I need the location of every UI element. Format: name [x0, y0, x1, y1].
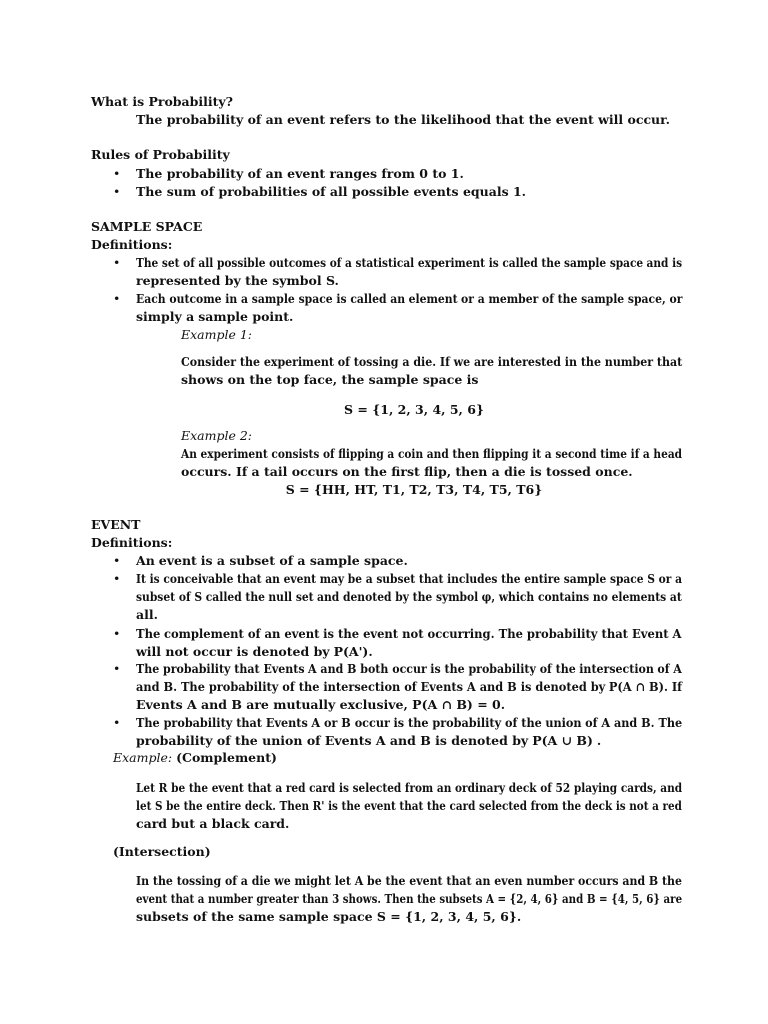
event-def-4-line-1: The probability that Events A and B both occur is the probability of the intersection of A: [136, 661, 682, 676]
bullet-icon: •: [113, 626, 121, 641]
definitions-label: Definitions:: [91, 237, 173, 252]
intersection-line-2: event that a number greater than 3 shows. Then the subsets A = {2, 4, 6} and B = {4, 5, 6} are: [136, 891, 683, 906]
heading-event: EVENT: [91, 517, 141, 532]
event-def-3-line-1: The complement of an event is the event not occurring. The probability that Event A: [136, 626, 682, 641]
event-def-4-line-2: and B. The probability of the intersection of Events A and B is denoted by P(A ∩ B). If: [136, 679, 683, 694]
event-def-1: An event is a subset of a sample space.: [136, 553, 408, 568]
event-def-4-line-3: Events A and B are mutually exclusive, P(A ∩ B) = 0.: [136, 697, 506, 712]
intersection-line-3: subsets of the same sample space S = {1, 2, 3, 4, 5, 6}.: [136, 909, 522, 924]
event-def-2-line-2: subset of S called the null set and denoted by the symbol φ, which contains no elements at: [136, 589, 682, 604]
rule-item-2: The sum of probabilities of all possible events equals 1.: [136, 184, 527, 199]
event-def-2-line-1: It is conceivable that an event may be a subset that includes the entire sample space S or a: [136, 571, 682, 586]
example-1-formula: S = {1, 2, 3, 4, 5, 6}: [344, 402, 484, 417]
event-definitions-label: Definitions:: [91, 535, 173, 550]
example-2-formula: S = {HH, HT, T1, T2, T3, T4, T5, T6}: [285, 482, 543, 497]
example-1-label: Example 1:: [181, 327, 253, 342]
intersection-line-1: In the tossing of a die we might let A be the event that an even number occurs and B the: [136, 873, 682, 888]
complement-line-2: let S be the entire deck. Then R' is the event that the card selected from the deck is not a red: [136, 798, 682, 813]
bullet-icon: •: [113, 184, 121, 199]
event-def-5-line-1: The probability that Events A or B occur is the probability of the union of A and B. The: [136, 715, 683, 730]
example-2-label: Example 2:: [181, 428, 253, 443]
event-def-3-line-2: will not occur is denoted by P(A').: [136, 644, 373, 659]
sample-space-def-2-line-1: Each outcome in a sample space is called an element or a member of the sample space, or: [136, 291, 683, 306]
rule-item-1: The probability of an event ranges from 0 to 1.: [136, 166, 464, 181]
sample-space-def-1-line-1: The set of all possible outcomes of a statistical experiment is called the sample space and is: [136, 255, 683, 270]
example-2-line-2: occurs. If a tail occurs on the first flip, then a die is tossed once.: [181, 464, 633, 479]
example-2-line-1: An experiment consists of flipping a coin and then flipping it a second time if a head: [181, 446, 683, 461]
sample-space-def-2-line-2: simply a sample point.: [136, 309, 294, 324]
complement-line-1: Let R be the event that a red card is selected from an ordinary deck of 52 playing cards, and: [136, 780, 683, 795]
complement-line-3: card but a black card.: [136, 816, 290, 831]
intersection-label: (Intersection): [113, 844, 211, 859]
event-def-2-line-3: all.: [136, 607, 158, 622]
bullet-icon: •: [113, 255, 121, 270]
event-def-5-line-2: probability of the union of Events A and B is denoted by P(A ∪ B) .: [136, 733, 602, 748]
bullet-icon: •: [113, 571, 121, 586]
example-complement-label: Example: (Complement): [113, 750, 277, 765]
bullet-icon: •: [113, 553, 121, 568]
heading-rules-of-probability: Rules of Probability: [91, 147, 230, 162]
example-1-line-1: Consider the experiment of tossing a die. If we are interested in the number that: [181, 354, 683, 369]
bullet-icon: •: [113, 715, 121, 730]
bullet-icon: •: [113, 291, 121, 306]
example-1-line-2: shows on the top face, the sample space is: [181, 372, 479, 387]
heading-sample-space: SAMPLE SPACE: [91, 219, 203, 234]
heading-what-is-probability: What is Probability?: [91, 94, 233, 109]
bullet-icon: •: [113, 166, 121, 181]
probability-definition: The probability of an event refers to the likelihood that the event will occur.: [136, 112, 670, 127]
bullet-icon: •: [113, 661, 121, 676]
sample-space-def-1-line-2: represented by the symbol S.: [136, 273, 339, 288]
